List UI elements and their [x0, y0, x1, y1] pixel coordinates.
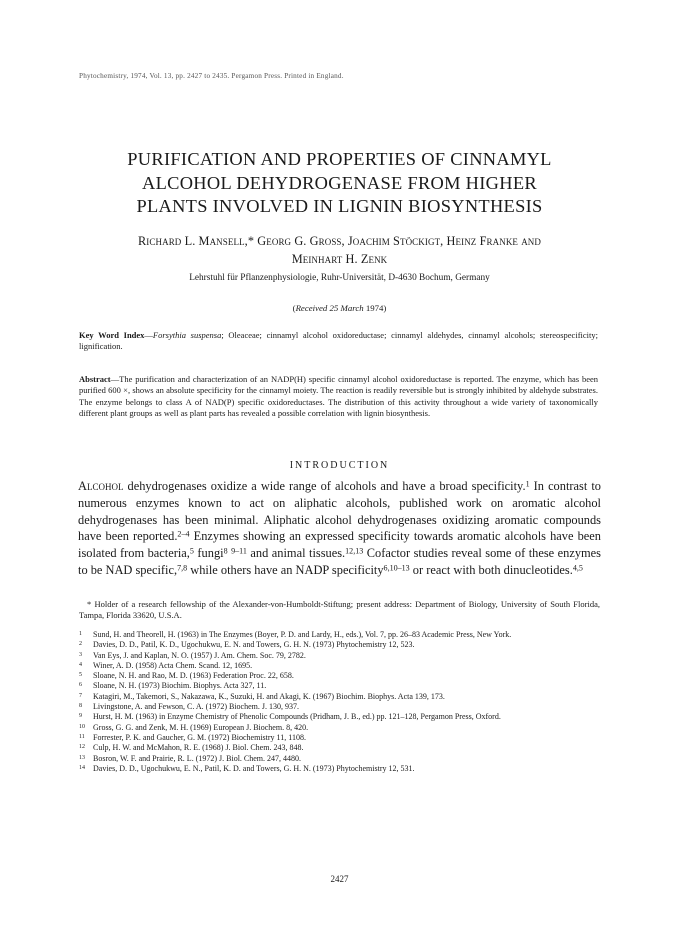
received-open: ( — [292, 303, 296, 313]
reference-item — [79, 630, 600, 640]
reference-text: Davies, D. D., Patil, K. D., Ugochukwu, E. N. and Towers, G. H. N. (1973) Phytochemistry 12, 523. — [93, 640, 415, 650]
intro-lead-word: Alcohol — [78, 479, 124, 493]
intro-text: dehydrogenases oxidize a wide range of alcohols and have a broad specificity. — [123, 479, 526, 493]
reference-text: Sloane, N. H. (1973) Biochim. Biophys. Acta 327, 11. — [93, 681, 267, 691]
author-list — [70, 232, 609, 268]
introduction-paragraph — [78, 478, 601, 579]
reference-number: 2 — [79, 641, 82, 648]
reference-number: 12 — [79, 744, 85, 751]
abstract-label: Abstract — [79, 374, 111, 384]
reference-number: 3 — [79, 651, 82, 658]
reference-text: Sloane, N. H. and Rao, M. D. (1963) Federation Proc. 22, 658. — [93, 671, 294, 681]
reference-text: Forrester, P. K. and Gaucher, G. M. (1972) Biochemistry 11, 1108. — [93, 732, 306, 742]
reference-number: 13 — [79, 754, 85, 761]
reference-item — [79, 754, 600, 764]
reference-item — [79, 671, 600, 681]
affiliation: Lehrstuhl für Pflanzenphysiologie, Ruhr-Universität, D-4630 Bochum, Germany — [189, 273, 490, 283]
reference-number: 5 — [79, 672, 82, 679]
keywords-label: Key Word Index — [79, 330, 145, 340]
page-number: 2427 — [330, 874, 349, 884]
reference-item — [79, 661, 600, 671]
keywords-species: Forsythia suspensa — [152, 330, 222, 340]
reference-number: 6 — [79, 682, 82, 689]
reference-number: 14 — [79, 764, 85, 771]
reference-text: Bosron, W. F. and Prairie, R. L. (1972) J. Biol. Chem. 247, 4480. — [93, 753, 302, 763]
citation-sup: 2–4 — [177, 529, 190, 539]
reference-item — [79, 733, 600, 743]
article-title — [60, 148, 619, 219]
citation-sup: 1 — [525, 479, 530, 489]
reference-number: 1 — [79, 631, 82, 637]
reference-number: 10 — [79, 723, 85, 730]
citation-sup: 4,5 — [572, 563, 583, 573]
citation-sup: 7,8 — [177, 563, 188, 573]
received-year: 1974) — [363, 303, 387, 313]
authors-line: Meinhart H. Zenk — [291, 252, 388, 266]
citation-sup: 9–11 — [231, 546, 247, 556]
citation-sup: 8 — [223, 546, 228, 556]
reference-item — [79, 681, 600, 691]
abstract-dash: — — [110, 374, 120, 384]
reference-number: 11 — [79, 733, 85, 740]
reference-item — [79, 702, 600, 712]
intro-text: or react with both dinucleotides. — [409, 562, 573, 577]
running-head: Phytochemistry, 1974, Vol. 13, pp. 2427 to 2435. Pergamon Press. Printed in England. — [79, 72, 344, 80]
abstract-text: The purification and characterization of an NADP(H) specific cinnamyl alcohol oxidoreductase is reported. The enzyme, which has been purified 600 ×, shows an absolute specificity for the cinnamyl moiety. The reaction is readily reversible but is strongly inhibited by aldehyde substrates. The enzyme belongs to class A of NAD(P) specific oxidoreductases. The distribution of this activity throughout a wide variety of taxonomically different plant groups as well as plant parts has revealed a possible correlation with lignin biosynthesis. — [79, 374, 598, 418]
reference-text: Hurst, H. M. (1963) in Enzyme Chemistry of Phenolic Compounds (Pridham, J. B., ed.) pp. 121–128, Pergamon Press, Oxford. — [93, 712, 501, 722]
received-prefix: Received 25 March — [295, 303, 364, 313]
citation-sup: 5 — [189, 546, 194, 556]
title-line: ALCOHOL DEHYDROGENASE FROM HIGHER — [142, 172, 537, 193]
keyword-index — [79, 330, 598, 352]
intro-text: while others have an NADP specificity — [187, 562, 384, 577]
section-heading-introduction: INTRODUCTION — [289, 460, 390, 471]
intro-text: Cofactor studies reveal some of these enzymes to be NAD specific, — [78, 546, 602, 577]
reference-text: Katagiri, M., Takemori, S., Nakazawa, K., Suzuki, H. and Akagi, K. (1967) Biochim. Biophys. Acta 139, 173. — [93, 691, 445, 701]
authors-line: Richard L. Mansell,* Georg G. Gross, Joachim Stöckigt, Heinz Franke and — [138, 234, 541, 248]
reference-text: Winer, A. D. (1958) Acta Chem. Scand. 12, 1695. — [93, 660, 253, 670]
citation-sup: 12,13 — [345, 546, 364, 556]
reference-number: 9 — [79, 713, 82, 720]
reference-text: Gross, G. G. and Zenk, M. H. (1969) European J. Biochem. 8, 420. — [93, 722, 309, 732]
reference-text: Davies, D. D., Ugochukwu, E. N., Patil, K. D. and Towers, G. H. N. (1973) Phytochemistry 12, 531. — [93, 763, 415, 773]
reference-text: Van Eys, J. and Kaplan, N. O. (1957) J. Am. Chem. Soc. 79, 2782. — [93, 650, 306, 660]
reference-list — [79, 630, 600, 774]
reference-item — [79, 764, 600, 774]
citation-sup: 6,10–13 — [383, 563, 410, 573]
reference-text: Livingstone, A. and Fewson, C. A. (1972) Biochem. J. 130, 937. — [93, 702, 299, 712]
reference-number: 7 — [79, 692, 82, 699]
intro-text: Enzymes showing an expressed specificity towards aromatic alcohols have been isolated from bacteria, — [78, 529, 601, 561]
reference-item — [79, 640, 600, 650]
keywords-rest: ; Oleaceae; cinnamyl alcohol oxidoreductase; cinnamyl aldehydes, cinnamyl alcohols; stereospecificity; lignification. — [79, 330, 598, 352]
intro-text: fungi — [193, 546, 224, 561]
title-line: PLANTS INVOLVED IN LIGNIN BIOSYNTHESIS — [136, 196, 543, 216]
received-date — [70, 303, 609, 313]
reference-item — [79, 692, 600, 702]
reference-item — [79, 743, 600, 753]
abstract — [79, 374, 598, 419]
intro-text: In contrast to numerous enzymes known to act on aliphatic alcohols, published work on aromatic alcohol dehydrogenases has been minimal. Aliphatic alcohol dehydrogenases oxidizing aromatic compounds have been reported. — [78, 479, 601, 544]
reference-number: 4 — [79, 661, 82, 668]
author-footnote: * Holder of a research fellowship of the Alexander-von-Humboldt-Stiftung; present address: Department of Biology, University of South Florida, Tampa, Florida 33620, U.S.A. — [79, 599, 600, 621]
reference-text: Sund, H. and Theorell, H. (1963) in The Enzymes (Boyer, P. D. and Lardy, H., eds.), Vol. 7, pp. 26–83 Academic Press, New York. — [93, 630, 512, 639]
title-line: PURIFICATION AND PROPERTIES OF CINNAMYL — [127, 149, 552, 169]
reference-number: 8 — [79, 703, 82, 710]
reference-item — [79, 712, 600, 722]
intro-text: and animal tissues. — [246, 546, 346, 561]
keywords-dash: — — [144, 330, 153, 340]
reference-text: Culp, H. W. and McMahon, R. E. (1968) J. Biol. Chem. 243, 848. — [93, 743, 304, 753]
reference-item — [79, 723, 600, 733]
reference-item — [79, 651, 600, 661]
